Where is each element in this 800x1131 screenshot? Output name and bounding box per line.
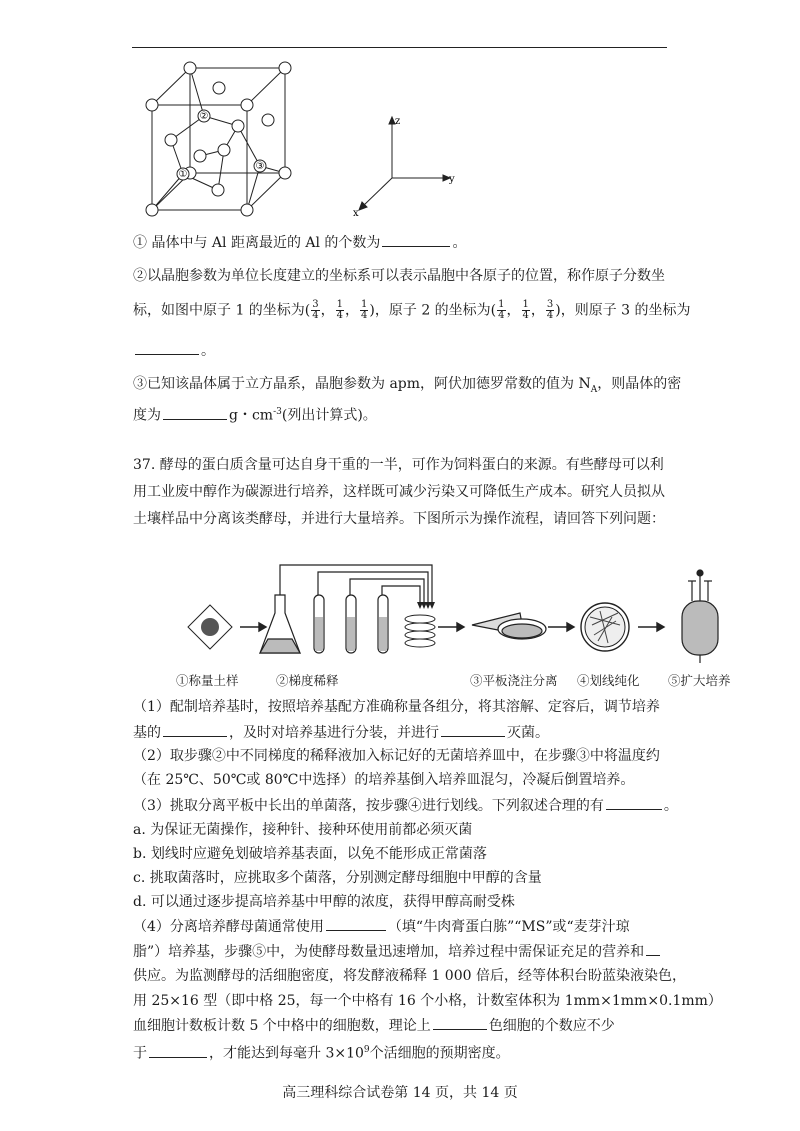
q37-sub4-line6: 于 ，才能达到每毫升 $3\times 10^9$个活细胞的预期密度。 <box>133 1040 510 1064</box>
q37-sub1-line2: 基的 ，及时对培养基进行分装，并进行 灭菌。 <box>133 722 549 743</box>
coord-fraction: $\frac{3}{4}$ <box>546 299 554 321</box>
coord-fraction: $\frac{1}{4}$ <box>361 299 368 321</box>
q37-option-c: c. 挑取菌落时，应挑取多个菌落，分别测定酵母细胞中甲醇的含量 <box>133 870 542 886</box>
q36-part3-line1: ③已知该晶体属于立方晶系，晶胞参数为 apm，阿伏加德罗常数的值为 $N_A$，则晶体的密 <box>133 376 682 395</box>
q36-part2-line3: 。 <box>133 340 215 361</box>
pour-plate-icon <box>472 613 546 639</box>
q37-sub4-line4: 用 25×16 型（即中格 25，每一个中格有 16 个小格，计数室体积为 1mm×1mm×0.1mm） <box>133 993 722 1009</box>
coord-fraction: $\frac{1}{4}$ <box>336 299 344 321</box>
q37-sub4-line2: 脂”）培养基，步骤⑤中，为使酵母数量迅速增加，培养过程中需保证充足的营养和 <box>133 941 662 962</box>
q37-intro-1: 37. 酵母的蛋白质含量可达自身干重的一半，可作为饲料蛋白的来源。有些酵母可以利 <box>133 457 664 473</box>
dilution-tubes-icon <box>260 595 388 653</box>
q36-part2-line1: ②以晶胞参数为单位长度建立的坐标系可以表示晶胞中各原子的位置，称作原子分数坐 <box>133 268 665 284</box>
answer-blank[interactable] <box>646 941 660 956</box>
q36-part3-line2: 度为 g・$cm^{-3}$(列出计算式)。 <box>133 402 377 426</box>
q37-option-a: a. 为保证无菌操作，接种针、接种环使用前都必须灭菌 <box>133 822 473 838</box>
answer-blank[interactable] <box>433 1015 487 1030</box>
plate-stack-icon <box>405 615 435 647</box>
q37-sub2-line2: （在 25℃、50℃或 80℃中选择）的培养基倒入培养皿混匀，冷凝后倒置培养。 <box>133 772 635 788</box>
page-footer: 高三理科综合试卷第 14 页，共 14 页 <box>282 1085 518 1101</box>
q37-sub4-line5: 血细胞计数板计数 5 个中格中的细胞数，理论上 色细胞的个数应不少 <box>133 1015 615 1036</box>
answer-blank[interactable] <box>326 916 386 931</box>
q37-option-d: d. 可以通过逐步提高培养基中甲醇的浓度，获得甲醇高耐受株 <box>133 894 515 910</box>
header-rule <box>132 47 667 48</box>
atom-label-3: ③ <box>255 161 265 172</box>
axis-x-label: x <box>353 208 359 219</box>
coord-fraction: $\frac{1}{4}$ <box>522 299 529 321</box>
axis-z-label: z <box>395 116 401 127</box>
coord-fraction: $\frac{3}{4}$ <box>312 299 319 321</box>
answer-blank[interactable] <box>135 340 199 355</box>
answer-blank[interactable] <box>441 722 505 737</box>
atom-label-2: ② <box>199 111 209 122</box>
q36-part1: ① 晶体中与 Al 距离最近的 Al 的个数为 。 <box>133 232 466 253</box>
answer-blank[interactable] <box>163 722 227 737</box>
step-label-1: ①称量土样 <box>176 673 239 688</box>
q37-intro-2: 用工业废中醇作为碳源进行培养，这样既可减少污染又可降低生产成本。研究人员拟从 <box>133 484 665 500</box>
q37-sub1-line1: （1）配制培养基时，按照培养基配方准确称量各组分，将其溶解、定容后，调节培养 <box>133 699 660 715</box>
process-flow-diagram <box>180 555 730 667</box>
q37-sub2-line1: （2）取步骤②中不同梯度的稀释液加入标记好的无菌培养皿中，在步骤③中将温度约 <box>133 748 660 764</box>
streak-plate-icon <box>581 603 629 651</box>
answer-blank[interactable] <box>606 795 662 810</box>
axes-figure <box>345 110 465 220</box>
soil-sample-icon <box>188 605 232 649</box>
q37-intro-3: 土壤样品中分离该类酵母，并进行大量培养。下图所示为操作流程，请回答下列问题： <box>133 511 665 527</box>
step-label-4: ④划线纯化 <box>577 673 640 688</box>
q37-sub3-line1: （3）挑取分离平板中长出的单菌落，按步骤④进行划线。下列叙述合理的有 。 <box>133 795 678 816</box>
fermenter-icon <box>682 570 718 663</box>
step-label-3: ③平板浇注分离 <box>470 673 558 688</box>
q37-option-b: b. 划线时应避免划破培养基表面，以免不能形成正常菌落 <box>133 846 487 862</box>
answer-blank[interactable] <box>149 1043 207 1058</box>
q37-sub4-line3: 供应。为监测酵母的活细胞密度，将发酵液稀释 1 000 倍后，经等体积台盼蓝染液染色， <box>133 968 686 984</box>
answer-blank[interactable] <box>382 232 450 247</box>
atom-label-1: ① <box>178 169 188 180</box>
axis-y-label: y <box>449 174 455 185</box>
step-label-2: ②梯度稀释 <box>276 673 339 688</box>
coord-fraction: $\frac{1}{4}$ <box>498 299 505 321</box>
step-label-5: ⑤扩大培养 <box>668 673 731 688</box>
q37-sub4-line1: （4）分离培养酵母菌通常使用 （填“牛肉膏蛋白胨”“MS”或“麦芽汁琼 <box>133 916 630 937</box>
answer-blank[interactable] <box>163 405 227 420</box>
q36-part2-line2: 标，如图中原子 1 的坐标为( $\frac{3}{4}$ ， $\frac{1}{4}$ ， $\frac{1}{4}$ )，原子 2 的坐标为( $\frac{1}{4}$ ， $\frac{1}{4}$ ， $\frac{3}{4}$ )，则原子 3 的坐标为 <box>133 299 691 321</box>
crystal-cell-figure <box>140 60 320 220</box>
